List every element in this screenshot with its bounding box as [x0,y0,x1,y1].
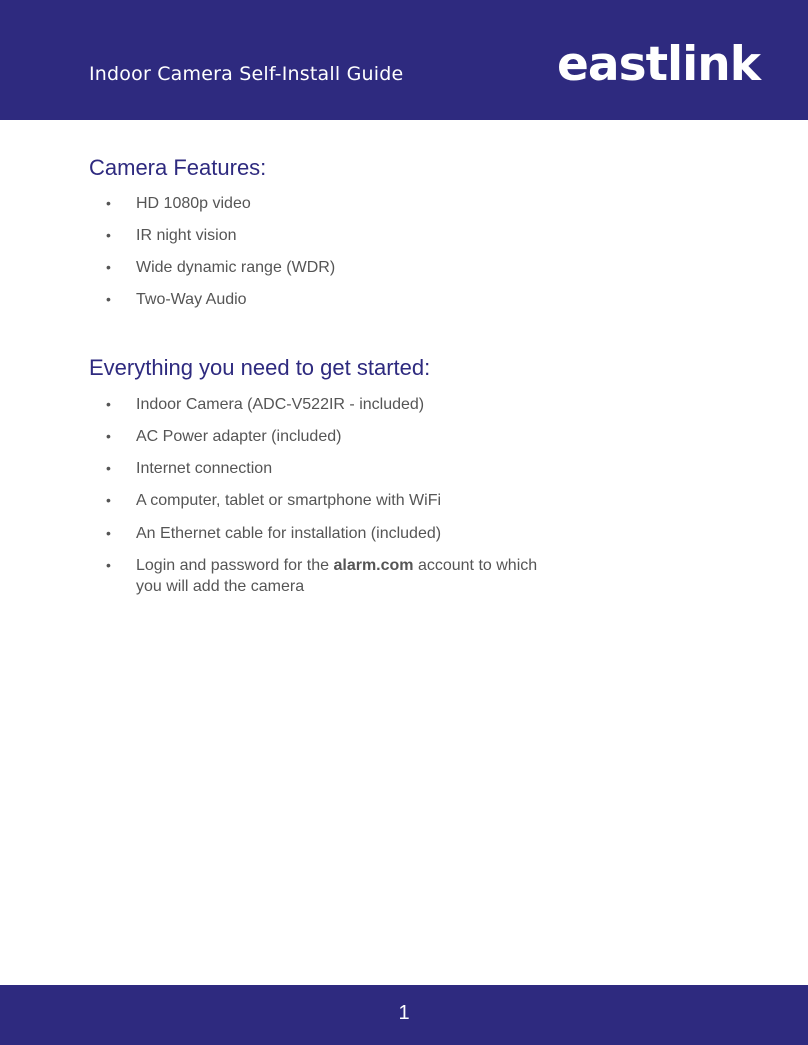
bullet: • [106,195,111,211]
header-bar [0,0,808,120]
bullet: • [106,460,111,476]
requirements-heading: Everything you need to get started: [89,355,431,380]
bullet: • [106,227,111,243]
bullet: • [106,259,111,275]
bullet: • [106,291,111,307]
document-title: Indoor Camera Self-Install Guide [89,63,404,85]
eastlink-logo: eastlink [557,37,760,92]
footer-bar [0,985,808,1045]
features-heading: Camera Features: [89,155,267,180]
bullet: • [106,492,111,508]
bullet: • [106,396,111,412]
page-number: 1 [398,1002,410,1024]
bullet: • [106,557,111,573]
bullet: • [106,428,111,444]
alarm-com-emphasis: alarm.com [333,557,414,574]
bullet: • [106,525,111,541]
